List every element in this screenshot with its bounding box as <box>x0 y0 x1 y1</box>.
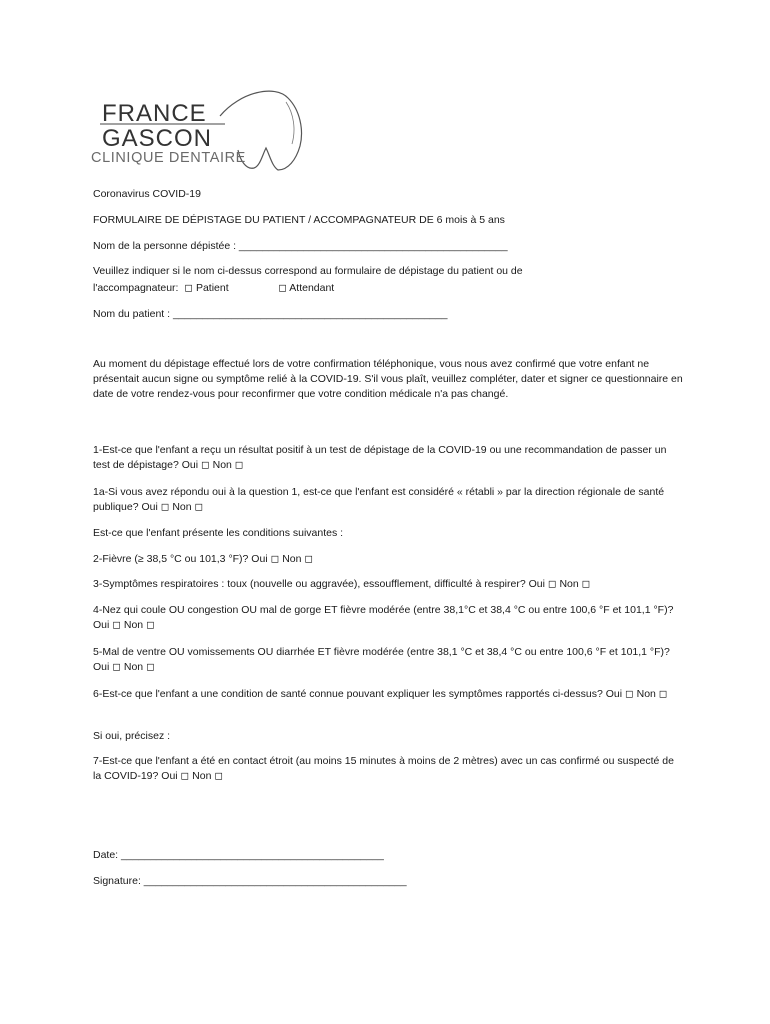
signature-field[interactable]: Signature: _____________________________________________ <box>93 875 407 887</box>
date-field[interactable]: Date: _____________________________________________ <box>93 849 384 861</box>
question-7[interactable]: 7-Est-ce que l'enfant a été en contact étroit (au moins 15 minutes à moins de 2 mètres) avec un cas confirmé ou suspecté de la COVID-19? Oui ◻ Non ◻ <box>93 755 674 782</box>
question-1a[interactable]: 1a-Si vous avez répondu oui à la question 1, est-ce que l'enfant est considéré « rétabli » par la direction régionale de santé publique? Oui ◻ Non ◻ <box>93 486 665 513</box>
question-3[interactable]: 3-Symptômes respiratoires : toux (nouvelle ou aggravée), essoufflement, difficulté à respirer? Oui ◻ Non ◻ <box>93 578 591 590</box>
patient-name-field[interactable]: Nom du patient : _______________________________________________ <box>93 308 448 320</box>
form-title: FORMULAIRE DE DÉPISTAGE DU PATIENT / ACCOMPAGNATEUR DE 6 mois à 5 ans <box>93 214 505 226</box>
conditions-heading: Est-ce que l'enfant présente les conditions suivantes : <box>93 527 344 539</box>
question-1[interactable]: 1-Est-ce que l'enfant a reçu un résultat positif à un test de dépistage de la COVID-19 ou une recommandation de passer un test de dépistage? Oui ◻ Non ◻ <box>93 444 667 471</box>
logo-line-gascon: GASCON <box>102 125 213 152</box>
question-6[interactable]: 6-Est-ce que l'enfant a une condition de santé connue pouvant expliquer les symptômes rapportés ci-dessus? Oui ◻ Non ◻ <box>93 688 668 700</box>
screened-name-field[interactable]: Nom de la personne dépistée : ______________________________________________ <box>93 240 508 252</box>
heading: Coronavirus COVID-19 <box>93 188 201 200</box>
clinic-logo <box>90 86 320 172</box>
question-4[interactable]: 4-Nez qui coule OU congestion OU mal de gorge ET fièvre modérée (entre 38,1°C et 38,4 °C ou entre 100,6 °F et 101,1 °F)? Oui ◻ Non ◻ <box>93 604 674 631</box>
question-5[interactable]: 5-Mal de ventre OU vomissements OU diarrhée ET fièvre modérée (entre 38,1 °C et 38,4 °C ou entre 100,6 °F et 101,1 °F)? Oui ◻ Non ◻ <box>93 646 670 673</box>
question-2[interactable]: 2-Fièvre (≥ 38,5 °C ou 101,3 °F)? Oui ◻ Non ◻ <box>93 553 314 565</box>
intro-paragraph: Au moment du dépistage effectué lors de votre confirmation téléphonique, vous nous avez confirmé que votre enfant ne présentait aucun signe ou symptôme relié à la COVID-19. S'il vous plaît, veuillez compléter, dater et signer ce questionnaire en date de votre rendez-vous pour reconfirmer que votre condition médicale n'a pas changé. <box>93 358 683 400</box>
patient-attendant-checkboxes[interactable]: l'accompagnateur: ◻ Patient ◻ Attendant <box>93 282 335 294</box>
logo-line-clinique: CLINIQUE DENTAIRE <box>91 150 246 166</box>
specify-label: Si oui, précisez : <box>93 730 171 742</box>
indicate-line-1: Veuillez indiquer si le nom ci-dessus correspond au formulaire de dépistage du patient ou de <box>93 265 523 277</box>
logo-line-france: FRANCE <box>102 100 207 127</box>
